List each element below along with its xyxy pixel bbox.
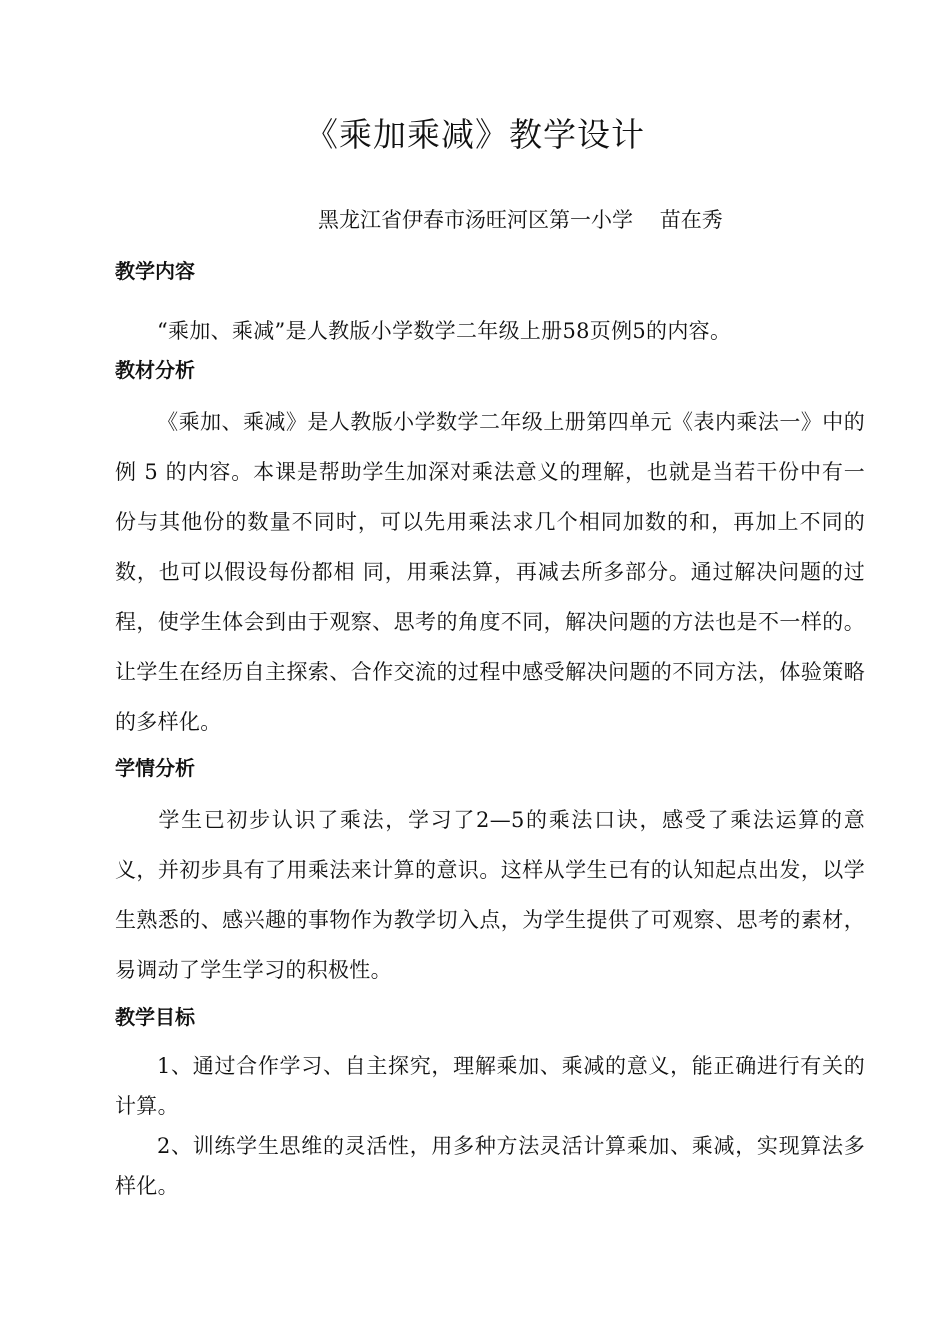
paragraph-student-analysis	[115, 795, 865, 995]
paragraph-content	[115, 306, 865, 356]
paragraph-text: 学生已初步认识了乘法，学习了2—5的乘法口诀，感受了乘法运算的意义，并初步具有了用乘法来计算的意识。这样从学生已有的认知起点出发，以学生熟悉的、感兴趣的事物作为教学切入点，为学生提供了可观察、思考的素材，易调动了学生学习的积极性。	[115, 808, 865, 982]
section-heading-teaching-goals: 教学目标	[115, 1005, 195, 1029]
author-line: 黑龙江省伊春市汤旺河区第一小学 苗在秀	[318, 208, 723, 232]
document-title: 《乘加乘减》教学设计	[305, 115, 645, 154]
paragraph-text: 1、通过合作学习、自主探究，理解乘加、乘减的意义，能正确进行有关的计算。	[115, 1054, 865, 1118]
paragraph-text: 《乘加、乘减》是人教版小学数学二年级上册第四单元《表内乘法一》中的例 5 的内容。本课是帮助学生加深对乘法意义的理解，也就是当若干份中有一份与其他份的数量不同时，可以先用乘法求几个相同加数的和，再加上不同的数，也可以假设每份都相 同，用乘法算，再减去所多部分。通过解决问题的过程，使学生体会到由于观察、思考的角度不同，解决问题的方法也是不一样的。让学生在经历自主探索、合作交流的过程中感受解决问题的不同方法，体验策略的多样化。	[115, 410, 865, 734]
paragraph-text: “乘加、乘减”是人教版小学数学二年级上册58页例5的内容。	[157, 319, 732, 343]
section-heading-content: 教学内容	[115, 259, 195, 283]
paragraph-goal-1	[115, 1046, 865, 1126]
paragraph-text: 2、训练学生思维的灵活性，用多种方法灵活计算乘加、乘减，实现算法多样化。	[115, 1134, 865, 1198]
paragraph-material-analysis	[115, 397, 865, 747]
paragraph-goal-2	[115, 1126, 865, 1206]
section-heading-student-analysis: 学情分析	[115, 756, 195, 780]
section-heading-material-analysis: 教材分析	[115, 358, 195, 382]
